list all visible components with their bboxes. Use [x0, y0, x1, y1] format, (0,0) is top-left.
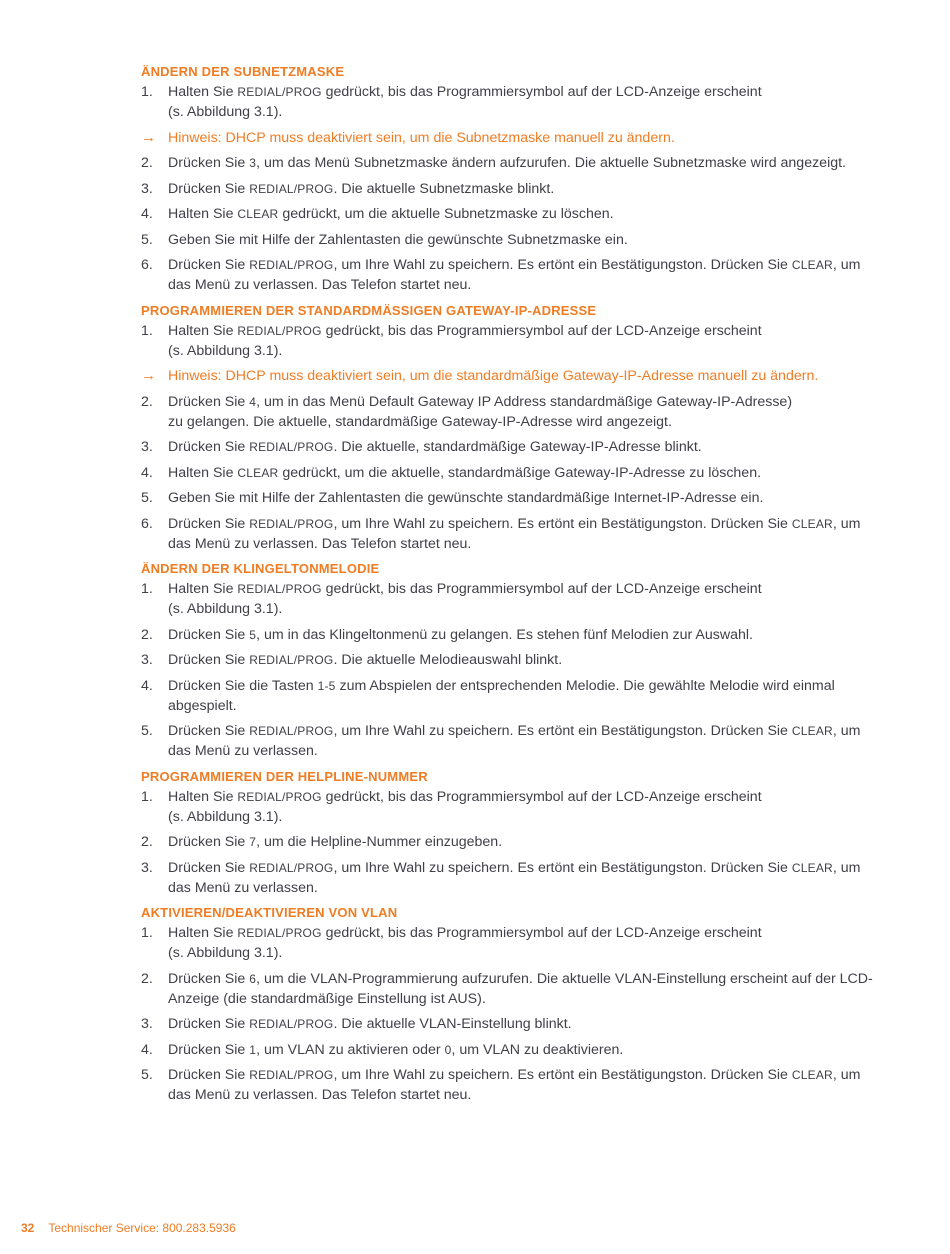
step-item: [141, 204, 881, 224]
page-footer: [21, 1221, 236, 1235]
text-run: gedrückt, bis das Programmiersymbol auf der LCD-Anzeige erscheint: [321, 581, 762, 597]
text-run: , um das Menü zu verlassen. Das Telefon startet neu.: [168, 1067, 861, 1103]
key-label: REDIAL/PROG: [249, 440, 334, 454]
text-run: Hinweis: DHCP muss deaktiviert sein, um die standardmäßige Gateway-IP-Adresse manuell zu ändern.: [168, 368, 819, 384]
text-run: , um Ihre Wahl zu speichern. Es ertönt ein Bestätigungston. Drücken Sie: [333, 1067, 792, 1083]
arrow-icon: →: [141, 367, 156, 384]
step-number: 1.: [141, 925, 153, 941]
key-label: CLEAR: [791, 258, 833, 272]
step-item: [141, 579, 881, 619]
key-label: REDIAL/PROG: [249, 1017, 334, 1031]
text-run: Drücken Sie: [168, 515, 250, 532]
text-run: gedrückt, bis das Programmiersymbol auf der LCD-Anzeige erscheint: [321, 84, 762, 100]
arrow-icon: →: [141, 128, 156, 146]
step-item: [141, 514, 881, 554]
text-run: , um VLAN zu aktivieren oder: [256, 1041, 445, 1058]
step-text: [168, 1065, 881, 1105]
step-item: [141, 82, 881, 122]
key-label: REDIAL/PROG: [249, 516, 334, 531]
text-run: . Die aktuelle, standardmäßige Gateway-IP-Adresse blinkt.: [333, 439, 702, 455]
text-run: Drücken Sie: [168, 257, 250, 273]
key-label: REDIAL/PROG: [249, 1068, 334, 1082]
key-label: CLEAR: [237, 465, 279, 480]
text-run: Drücken Sie: [168, 723, 250, 739]
step-number: 5.: [141, 723, 153, 739]
text-run: Drücken Sie: [168, 1041, 250, 1058]
text-run: Halten Sie: [168, 925, 238, 941]
text-run: , um die VLAN-Programmierung aufzurufen. Die aktuelle VLAN-Einstellung erscheint auf der LCD-Anzeige (die standardmäßige Einstellung ist AUS).: [168, 970, 873, 1007]
step-item: [141, 321, 881, 361]
text-run: Drücken Sie: [168, 180, 250, 197]
text-run: , um die Helpline-Nummer einzugeben.: [256, 834, 503, 850]
key-label: REDIAL/PROG: [237, 323, 322, 338]
key-label: REDIAL/PROG: [237, 926, 322, 940]
section-heading: ÄNDERN DER SUBNETZMASKE: [141, 64, 345, 79]
note-text: [168, 128, 881, 148]
text-run: Geben Sie mit Hilfe der Zahlentasten die gewünschte standardmäßige Internet-IP-Adresse ein.: [168, 490, 764, 506]
key-label: CLEAR: [791, 724, 833, 738]
step-item: [141, 392, 881, 432]
text-run: , um das Menü zu verlassen.: [168, 859, 861, 896]
text-run: Drücken Sie: [168, 439, 250, 455]
text-run: (s. Abbildung 3.1).: [168, 601, 283, 617]
step-text: [168, 832, 881, 852]
step-list: [141, 82, 881, 295]
step-number: 1.: [141, 322, 153, 339]
text-run: , um Ihre Wahl zu speichern. Es ertönt ein Bestätigungston. Drücken Sie: [333, 257, 792, 273]
text-run: gedrückt, bis das Programmiersymbol auf der LCD-Anzeige erscheint: [321, 322, 762, 339]
step-text: [168, 676, 881, 716]
step-item: [141, 1065, 881, 1105]
step-item: [141, 437, 881, 457]
step-number: 1.: [141, 581, 153, 597]
text-run: gedrückt, bis das Programmiersymbol auf der LCD-Anzeige erscheint: [321, 925, 762, 941]
step-number: 2.: [141, 834, 153, 850]
key-label: REDIAL/PROG: [249, 181, 334, 196]
text-run: Halten Sie: [168, 206, 238, 222]
key-label: 6: [249, 971, 257, 986]
step-text: [168, 579, 881, 619]
key-label: 7: [249, 835, 257, 849]
step-text: [168, 787, 881, 827]
text-run: Hinweis: DHCP muss deaktiviert sein, um die Subnetzmaske manuell zu ändern.: [168, 129, 675, 146]
text-run: Drücken Sie: [168, 859, 250, 876]
key-label: REDIAL/PROG: [249, 258, 334, 272]
step-number: 5.: [141, 490, 153, 506]
key-label: CLEAR: [791, 1068, 833, 1082]
step-text: [168, 721, 881, 761]
step-item: [141, 969, 881, 1009]
step-number: 1.: [141, 788, 153, 805]
manual-content: [141, 62, 881, 1111]
section-heading: PROGRAMMIEREN DER HELPLINE-NUMMER: [141, 768, 428, 784]
step-text: [168, 321, 881, 361]
text-run: Halten Sie: [168, 581, 238, 597]
page-number: 32: [21, 1221, 35, 1235]
step-item: [141, 721, 881, 761]
step-item: [141, 832, 881, 852]
step-list: [141, 321, 881, 554]
step-text: [168, 923, 881, 963]
step-item: [141, 923, 881, 963]
step-text: [168, 650, 881, 670]
text-run: (s. Abbildung 3.1).: [168, 808, 283, 825]
section-heading: AKTIVIEREN/DEAKTIVIEREN VON VLAN: [141, 905, 398, 920]
note-text: [168, 366, 881, 386]
section-heading: ÄNDERN DER KLINGELTONMELODIE: [141, 561, 380, 576]
step-item: [141, 153, 881, 173]
step-number: 3.: [141, 859, 153, 876]
text-run: gedrückt, bis das Programmiersymbol auf der LCD-Anzeige erscheint: [321, 788, 762, 805]
step-text: [168, 625, 881, 645]
step-number: 2.: [141, 393, 153, 410]
step-item: [141, 858, 881, 898]
text-run: Halten Sie: [168, 322, 238, 339]
step-item: [141, 488, 881, 508]
step-text: [168, 437, 881, 457]
text-run: , um Ihre Wahl zu speichern. Es ertönt ein Bestätigungston. Drücken Sie: [333, 515, 792, 532]
step-item: [141, 230, 881, 250]
step-text: [168, 392, 881, 432]
text-run: zum Abspielen der entsprechenden Melodie. Die gewählte Melodie wird einmal abgespielt.: [168, 677, 835, 714]
key-label: 1-5: [317, 678, 336, 693]
step-number: 5.: [141, 231, 153, 248]
key-label: REDIAL/PROG: [237, 85, 322, 99]
step-number: 3.: [141, 439, 153, 455]
step-list: [141, 579, 881, 761]
step-item: [141, 255, 881, 295]
text-run: , um VLAN zu deaktivieren.: [451, 1041, 624, 1058]
step-text: [168, 488, 881, 508]
step-text: [168, 858, 881, 898]
step-number: 3.: [141, 652, 153, 668]
step-number: 3.: [141, 1016, 153, 1032]
key-label: CLEAR: [237, 207, 279, 221]
text-run: , um das Menü Subnetzmaske ändern aufzurufen. Die aktuelle Subnetzmaske wird angezeigt.: [256, 155, 846, 171]
step-item: [141, 463, 881, 483]
step-item: [141, 1040, 881, 1060]
step-text: [168, 969, 881, 1009]
step-item: [141, 1014, 881, 1034]
text-run: Drücken Sie: [168, 626, 250, 643]
step-number: 6.: [141, 515, 153, 532]
text-run: . Die aktuelle Subnetzmaske blinkt.: [333, 180, 555, 197]
text-run: , um Ihre Wahl zu speichern. Es ertönt ein Bestätigungston. Drücken Sie: [333, 723, 792, 739]
key-label: REDIAL/PROG: [237, 789, 322, 804]
step-number: 2.: [141, 626, 153, 643]
text-run: . Die aktuelle VLAN-Einstellung blinkt.: [333, 1016, 572, 1032]
text-run: Drücken Sie: [168, 1067, 250, 1083]
key-label: 0: [444, 1042, 452, 1057]
key-label: REDIAL/PROG: [249, 860, 334, 875]
text-run: Drücken Sie: [168, 652, 250, 668]
text-run: Halten Sie: [168, 788, 238, 805]
step-text: [168, 514, 881, 554]
step-number: 4.: [141, 464, 153, 481]
step-list: [141, 923, 881, 1105]
step-text: [168, 82, 881, 122]
section-heading: PROGRAMMIEREN DER STANDARDMÄSSIGEN GATEWAY-IP-ADRESSE: [141, 302, 597, 318]
text-run: Drücken Sie: [168, 970, 250, 987]
step-text: [168, 255, 881, 295]
text-run: Halten Sie: [168, 84, 238, 100]
text-run: zu gelangen. Die aktuelle, standardmäßige Gateway-IP-Adresse wird angezeigt.: [168, 413, 672, 430]
step-item: [141, 787, 881, 827]
note-item: [141, 366, 881, 386]
step-text: [168, 179, 881, 199]
key-label: 5: [249, 627, 257, 642]
footer-service-text: Technischer Service: 800.283.5936: [48, 1221, 236, 1235]
text-run: , um in das Klingeltonmenü zu gelangen. Es stehen fünf Melodien zur Auswahl.: [256, 626, 753, 643]
key-label: REDIAL/PROG: [237, 582, 322, 596]
text-run: Geben Sie mit Hilfe der Zahlentasten die gewünschte Subnetzmaske ein.: [168, 231, 628, 248]
text-run: Drücken Sie: [168, 834, 250, 850]
text-run: . Die aktuelle Melodieauswahl blinkt.: [333, 652, 563, 668]
step-number: 5.: [141, 1067, 153, 1083]
text-run: Drücken Sie: [168, 155, 250, 171]
text-run: , um das Menü zu verlassen.: [168, 723, 861, 759]
text-run: Drücken Sie: [168, 1016, 250, 1032]
step-item: [141, 650, 881, 670]
step-number: 4.: [141, 206, 153, 222]
key-label: REDIAL/PROG: [249, 653, 334, 667]
key-label: CLEAR: [791, 516, 833, 531]
key-label: CLEAR: [791, 860, 833, 875]
step-text: [168, 1040, 881, 1060]
step-item: [141, 625, 881, 645]
step-number: 2.: [141, 155, 153, 171]
step-text: [168, 230, 881, 250]
step-list: [141, 787, 881, 898]
text-run: Halten Sie: [168, 464, 238, 481]
text-run: (s. Abbildung 3.1).: [168, 945, 283, 961]
text-run: gedrückt, um die aktuelle, standardmäßige Gateway-IP-Adresse zu löschen.: [278, 464, 762, 481]
text-run: , um das Menü zu verlassen. Das Telefon startet neu.: [168, 515, 861, 552]
text-run: , um in das Menü Default Gateway IP Address standardmäßige Gateway-IP-Adresse): [256, 393, 793, 410]
text-run: Drücken Sie: [168, 393, 250, 410]
text-run: gedrückt, um die aktuelle Subnetzmaske zu löschen.: [278, 206, 614, 222]
text-run: Drücken Sie die Tasten: [168, 677, 318, 694]
text-run: , um das Menü zu verlassen. Das Telefon startet neu.: [168, 257, 861, 293]
text-run: , um Ihre Wahl zu speichern. Es ertönt ein Bestätigungston. Drücken Sie: [333, 859, 792, 876]
text-run: (s. Abbildung 3.1).: [168, 104, 283, 120]
key-label: 1: [249, 1042, 257, 1057]
key-label: 3: [249, 156, 257, 170]
step-number: 2.: [141, 970, 153, 987]
step-number: 6.: [141, 257, 153, 273]
step-number: 4.: [141, 1041, 153, 1058]
step-text: [168, 153, 881, 173]
step-number: 4.: [141, 677, 153, 694]
note-item: [141, 128, 881, 148]
key-label: 4: [249, 394, 257, 409]
step-item: [141, 179, 881, 199]
text-run: (s. Abbildung 3.1).: [168, 342, 283, 359]
step-item: [141, 676, 881, 716]
key-label: REDIAL/PROG: [249, 724, 334, 738]
step-text: [168, 204, 881, 224]
step-number: 3.: [141, 180, 153, 197]
step-text: [168, 463, 881, 483]
step-text: [168, 1014, 881, 1034]
step-number: 1.: [141, 84, 153, 100]
